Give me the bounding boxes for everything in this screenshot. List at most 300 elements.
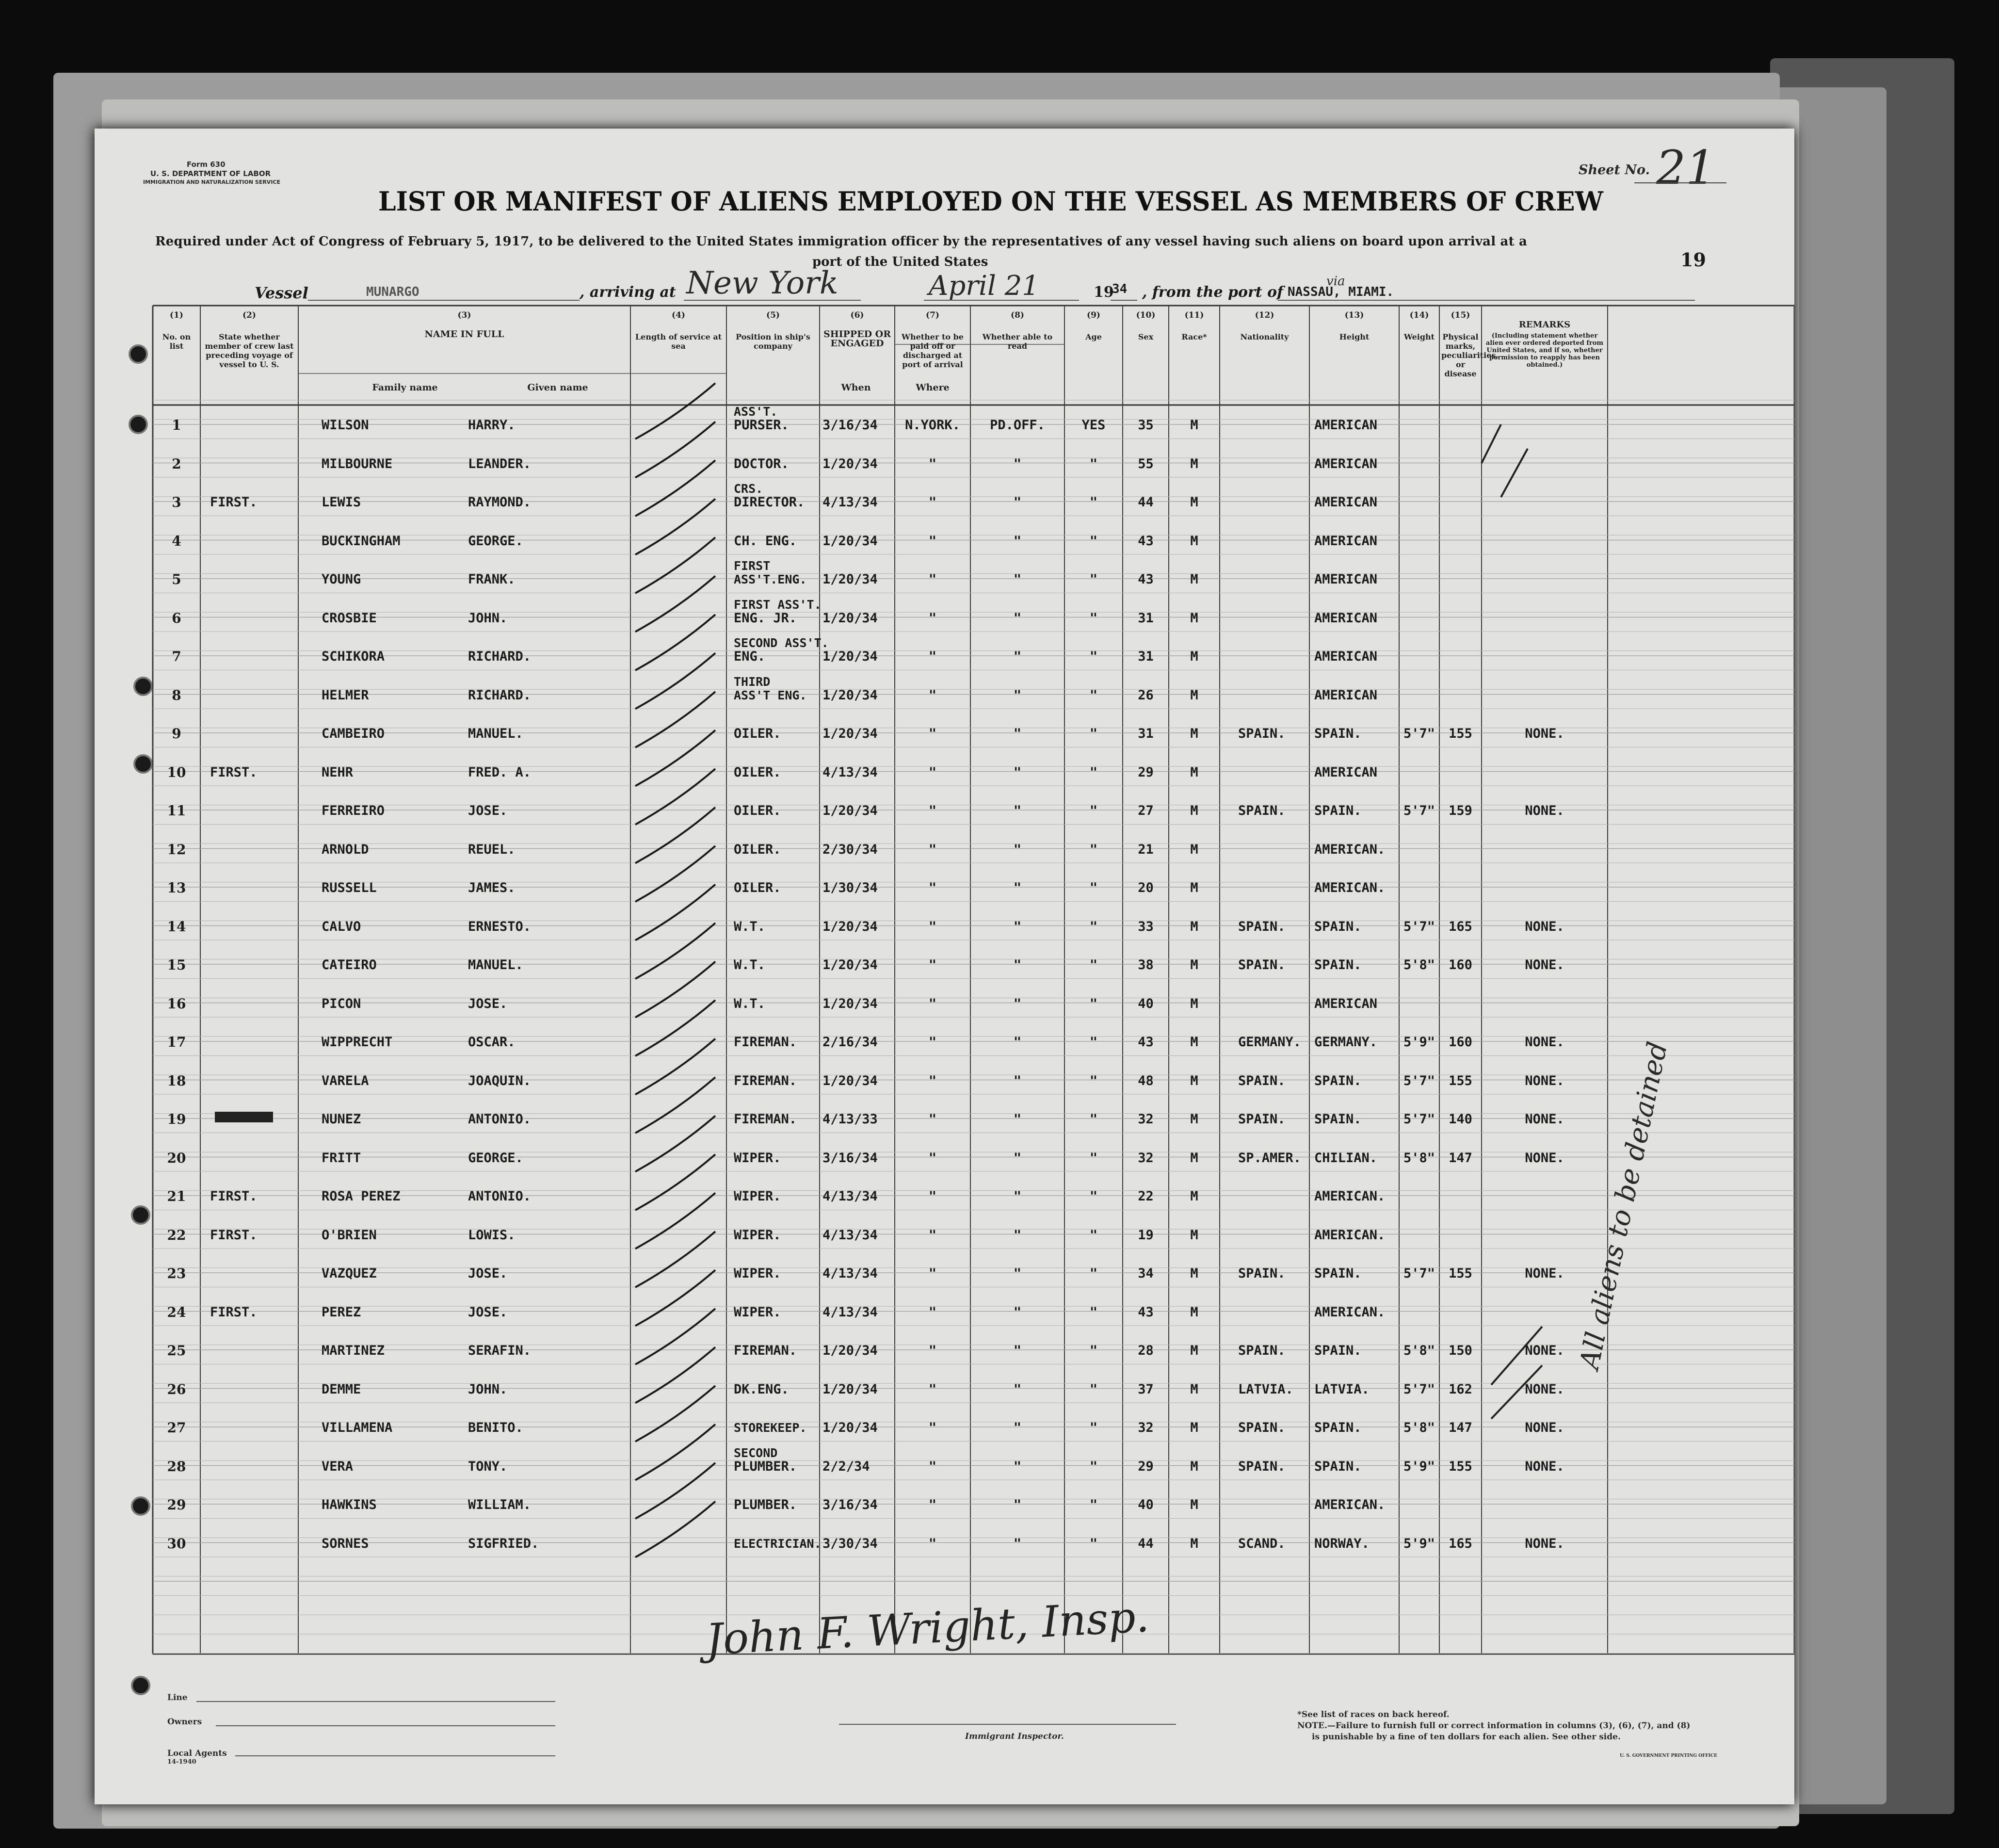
cell-pos2: PLUMBER. <box>734 1497 797 1512</box>
cell-read: " <box>1089 996 1098 1011</box>
cell-where: " <box>928 957 937 973</box>
inspector-label: Immigrant Inspector. <box>965 1732 1064 1741</box>
cell-no: 12 <box>167 841 186 858</box>
cell-pos2: DK.ENG. <box>734 1381 789 1397</box>
column-number: (8) <box>1011 310 1024 320</box>
cell-nat: AMERICAN. <box>1314 1189 1386 1204</box>
cell-no: 25 <box>167 1343 186 1359</box>
cell-sex: M <box>1190 764 1198 780</box>
cell-given: WILLIAM. <box>468 1497 532 1512</box>
cell-height: 5'8" <box>1403 1343 1435 1358</box>
cell-where: " <box>928 495 937 510</box>
cell-read: " <box>1089 1073 1098 1088</box>
cell-pos1: THIRD <box>734 674 771 689</box>
cell-read: " <box>1089 1035 1098 1050</box>
cell-when: 1/20/34 <box>822 687 878 703</box>
cell-no: 19 <box>167 1111 186 1127</box>
cell-where: " <box>928 1343 937 1358</box>
cell-when: 1/20/34 <box>822 996 878 1011</box>
cell-where: " <box>928 726 937 741</box>
cell-age: 55 <box>1138 456 1154 471</box>
cell-family: VILLAMENA <box>322 1420 393 1435</box>
cell-sex: M <box>1190 418 1198 433</box>
cell-pos1: FIRST <box>734 559 771 573</box>
cell-family: CAMBEIRO <box>322 726 385 741</box>
remarks-note: (Including statement whether alien ever ordered deported from United States, and if so, whether permission to reapply has been obtained.) <box>1485 332 1604 369</box>
cell-family: ARNOLD <box>322 842 369 857</box>
cell-weight: 165 <box>1449 919 1472 934</box>
cell-family: VARELA <box>322 1073 369 1088</box>
cell-when: 1/30/34 <box>822 880 878 895</box>
cell-nat: AMERICAN <box>1314 495 1378 510</box>
cell-weight: 147 <box>1449 1420 1472 1435</box>
cell-pos2: ASS'T.ENG. <box>734 572 807 586</box>
cell-pos2: WIPER. <box>734 1266 781 1281</box>
cell-no: 26 <box>167 1381 186 1397</box>
cell-when: 3/16/34 <box>822 1150 878 1166</box>
cell-where: " <box>928 1420 937 1435</box>
cell-height: 5'8" <box>1403 1150 1435 1166</box>
cell-pos2: W.T. <box>734 957 766 973</box>
cell-no: 23 <box>167 1265 186 1281</box>
cell-race: LATVIA. <box>1238 1381 1293 1397</box>
cell-read: " <box>1089 687 1098 703</box>
cell-age: 44 <box>1138 495 1154 510</box>
cell-pos2: ELECTRICIAN. <box>734 1536 822 1551</box>
column-header: Weight <box>1403 332 1435 341</box>
cell-where: " <box>928 1459 937 1474</box>
cell-weight: 159 <box>1449 803 1472 818</box>
cell-family: PICON <box>322 996 361 1011</box>
cell-pos2: FIREMAN. <box>734 1035 797 1050</box>
cell-paid: " <box>1013 1381 1022 1397</box>
cell-pos2: OILER. <box>734 880 781 895</box>
cell-age: 44 <box>1138 1536 1154 1551</box>
cell-read: YES <box>1081 418 1106 433</box>
cell-no: 2 <box>172 455 181 472</box>
departure-port: NASSAU, MIAMI. <box>1288 285 1394 299</box>
form-department: U. S. DEPARTMENT OF LABOR <box>150 169 271 178</box>
cell-nat: AMERICAN <box>1314 572 1378 587</box>
cell-no: 3 <box>172 494 181 510</box>
column-header: Length of service at sea <box>635 332 722 351</box>
cell-age: 20 <box>1138 880 1154 895</box>
cell-marks: NONE. <box>1525 726 1564 741</box>
cell-where: " <box>928 842 937 857</box>
cell-sex: M <box>1190 803 1198 818</box>
cell-paid: " <box>1013 1189 1022 1204</box>
arrival-date: April 21 <box>929 270 1039 302</box>
cell-prev: FIRST. <box>210 1227 258 1243</box>
cell-weight: 162 <box>1449 1381 1472 1397</box>
column-header: Whether to be paid off or discharged at port of arrival <box>902 332 964 369</box>
cell-sex: M <box>1190 1343 1198 1358</box>
cell-nat: AMERICAN <box>1314 996 1378 1011</box>
cell-family: SORNES <box>322 1536 369 1551</box>
cell-where: " <box>928 533 937 549</box>
cell-no: 4 <box>172 533 181 549</box>
footer-rules <box>95 129 1794 1804</box>
column-number: (10) <box>1136 310 1156 320</box>
cell-sex: M <box>1190 1536 1198 1551</box>
cell-height: 5'8" <box>1403 957 1435 973</box>
cell-pos2: OILER. <box>734 803 781 818</box>
sheet-label: Sheet No. <box>1579 162 1650 178</box>
cell-when: 1/20/34 <box>822 649 878 664</box>
cell-given: SERAFIN. <box>468 1343 532 1358</box>
year-label: 19 <box>1094 284 1114 301</box>
cell-race: SPAIN. <box>1238 1112 1286 1127</box>
cell-where: " <box>928 1035 937 1050</box>
cell-read: " <box>1089 1420 1098 1435</box>
column-header: Age <box>1085 332 1102 341</box>
cell-sex: M <box>1190 610 1198 626</box>
cell-paid: " <box>1013 1035 1022 1050</box>
cell-age: 29 <box>1138 1459 1154 1474</box>
footer-line-label: Line <box>167 1693 188 1702</box>
cell-given: FRANK. <box>468 572 516 587</box>
cell-pos2: PLUMBER. <box>734 1459 797 1474</box>
cell-no: 8 <box>172 687 181 703</box>
cell-paid: " <box>1013 764 1022 780</box>
column-number: (9) <box>1087 310 1100 320</box>
cell-where: " <box>928 456 937 471</box>
cell-marks: NONE. <box>1525 1381 1564 1397</box>
cell-read: " <box>1089 1266 1098 1281</box>
cell-age: 29 <box>1138 764 1154 780</box>
cell-no: 18 <box>167 1072 186 1089</box>
form-service: IMMIGRATION AND NATURALIZATION SERVICE <box>143 179 281 185</box>
cell-weight: 165 <box>1449 1536 1472 1551</box>
cell-where: " <box>928 1189 937 1204</box>
cell-family: BUCKINGHAM <box>322 533 401 549</box>
cell-nat: AMERICAN. <box>1314 1227 1386 1243</box>
cell-nat: LATVIA. <box>1314 1381 1370 1397</box>
cell-race: SP.AMER. <box>1238 1150 1302 1166</box>
cell-read: " <box>1089 649 1098 664</box>
cell-paid: " <box>1013 1150 1022 1166</box>
cell-given: JOHN. <box>468 1381 508 1397</box>
cell-paid: " <box>1013 803 1022 818</box>
cell-paid: " <box>1013 1227 1022 1243</box>
cell-paid: " <box>1013 687 1022 703</box>
cell-marks: NONE. <box>1525 1266 1564 1281</box>
cell-family: CROSBIE <box>322 610 377 626</box>
cell-given: JOSE. <box>468 996 508 1011</box>
cell-height: 5'9" <box>1403 1035 1435 1050</box>
column-number: (5) <box>766 310 780 320</box>
cell-paid: " <box>1013 533 1022 549</box>
cell-paid: " <box>1013 1459 1022 1474</box>
cell-where: " <box>928 1381 937 1397</box>
column-header: No. on list <box>162 332 191 351</box>
cell-where: " <box>928 649 937 664</box>
cell-marks: NONE. <box>1525 803 1564 818</box>
cell-age: 40 <box>1138 1497 1154 1512</box>
column-header: REMARKS <box>1518 320 1571 330</box>
column-number: (14) <box>1409 310 1429 320</box>
column-number: (2) <box>242 310 256 320</box>
cell-pos1: SECOND ASS'T. <box>734 636 829 650</box>
cell-given: TONY. <box>468 1459 508 1474</box>
cell-where: " <box>928 803 937 818</box>
cell-where: " <box>928 1112 937 1127</box>
cell-paid: " <box>1013 495 1022 510</box>
cell-read: " <box>1089 880 1098 895</box>
cell-read: " <box>1089 764 1098 780</box>
cell-height: 5'7" <box>1403 919 1435 934</box>
cell-sex: M <box>1190 1381 1198 1397</box>
column-number: (4) <box>672 310 685 320</box>
cell-sex: M <box>1190 1035 1198 1050</box>
subtitle-line-2: port of the United States <box>812 255 988 269</box>
cell-where: " <box>928 687 937 703</box>
cell-height: 5'9" <box>1403 1459 1435 1474</box>
cell-paid: " <box>1013 842 1022 857</box>
cell-sex: M <box>1190 1150 1198 1166</box>
cell-sex: M <box>1190 1073 1198 1088</box>
cell-nat: SPAIN. <box>1314 957 1362 973</box>
column-number: (1) <box>170 310 183 320</box>
cell-pos2: OILER. <box>734 764 781 780</box>
cell-nat: AMERICAN <box>1314 764 1378 780</box>
cell-given: JOSE. <box>468 1266 508 1281</box>
cell-pos2: DIRECTOR. <box>734 495 805 510</box>
cell-pos2: ENG. JR. <box>734 610 797 626</box>
cell-given: RAYMOND. <box>468 495 532 510</box>
column-number: (13) <box>1344 310 1364 320</box>
cell-family: LEWIS <box>322 495 361 510</box>
cell-read: " <box>1089 610 1098 626</box>
column-header: SHIPPED OR ENGAGED <box>823 329 891 349</box>
cell-marks: NONE. <box>1525 1035 1564 1050</box>
cell-race: SPAIN. <box>1238 1459 1286 1474</box>
cell-age: 43 <box>1138 1035 1154 1050</box>
cell-pos2: ENG. <box>734 649 766 664</box>
cell-where: " <box>928 610 937 626</box>
cell-weight: 155 <box>1449 726 1472 741</box>
cell-read: " <box>1089 533 1098 549</box>
cell-when: 2/2/34 <box>822 1459 870 1474</box>
cell-no: 11 <box>167 803 186 819</box>
cell-where: " <box>928 1497 937 1512</box>
manifest-sheet <box>95 129 1794 1804</box>
cell-sex: M <box>1190 957 1198 973</box>
cell-nat: SPAIN. <box>1314 919 1362 934</box>
cell-height: 5'7" <box>1403 726 1435 741</box>
cell-no: 20 <box>167 1150 186 1166</box>
cell-age: 22 <box>1138 1189 1154 1204</box>
cell-paid: " <box>1013 572 1022 587</box>
cell-race: SPAIN. <box>1238 726 1286 741</box>
cell-race: SCAND. <box>1238 1536 1286 1551</box>
cell-prev: FIRST. <box>210 764 258 780</box>
cell-marks: NONE. <box>1525 1459 1564 1474</box>
cell-when: 1/20/34 <box>822 957 878 973</box>
cell-pos2: WIPER. <box>734 1304 781 1320</box>
cell-read: " <box>1089 1343 1098 1358</box>
cell-pos2: WIPER. <box>734 1189 781 1204</box>
cell-when: 4/13/34 <box>822 1266 878 1281</box>
cell-given: LEANDER. <box>468 456 532 471</box>
cell-given: BENITO. <box>468 1420 523 1435</box>
cell-read: " <box>1089 842 1098 857</box>
port-via-note: via <box>1326 274 1345 289</box>
form-number: Form 630 <box>187 160 226 169</box>
cell-age: 40 <box>1138 996 1154 1011</box>
cell-nat: SPAIN. <box>1314 1073 1362 1088</box>
cell-given: RICHARD. <box>468 687 532 703</box>
cell-nat: SPAIN. <box>1314 1459 1362 1474</box>
cell-sex: M <box>1190 1420 1198 1435</box>
cell-read: " <box>1089 1189 1098 1204</box>
from-port-label: , from the port of <box>1142 284 1284 301</box>
cell-prev: FIRST. <box>210 495 258 510</box>
cell-prev: FIRST. <box>210 1304 258 1320</box>
cell-marks: NONE. <box>1525 957 1564 973</box>
cell-pos2: STOREKEEP. <box>734 1421 807 1435</box>
cell-pos2: FIREMAN. <box>734 1343 797 1358</box>
cell-age: 38 <box>1138 957 1154 973</box>
cell-pos2: W.T. <box>734 919 766 934</box>
column-number: (3) <box>457 310 471 320</box>
cell-weight: 155 <box>1449 1073 1472 1088</box>
cell-given: GEORGE. <box>468 1150 523 1166</box>
cell-read: " <box>1089 1112 1098 1127</box>
cell-where: " <box>928 996 937 1011</box>
cell-nat: SPAIN. <box>1314 1266 1362 1281</box>
cell-when: 4/13/34 <box>822 1227 878 1243</box>
cell-family: CATEIRO <box>322 957 377 973</box>
cell-height: 5'8" <box>1403 1420 1435 1435</box>
cell-read: " <box>1089 1497 1098 1512</box>
cell-age: 21 <box>1138 842 1154 857</box>
cell-marks: NONE. <box>1525 1343 1564 1358</box>
cell-sex: M <box>1190 1497 1198 1512</box>
column-number: (7) <box>926 310 939 320</box>
cell-paid: " <box>1013 919 1022 934</box>
cell-pos2: DOCTOR. <box>734 456 789 471</box>
cell-when: 1/20/34 <box>822 1343 878 1358</box>
cell-where: " <box>928 1536 937 1551</box>
arriving-port: New York <box>686 265 838 301</box>
cell-given: JOSE. <box>468 803 508 818</box>
cell-nat: NORWAY. <box>1314 1536 1370 1551</box>
cell-sex: M <box>1190 996 1198 1011</box>
cell-read: " <box>1089 803 1098 818</box>
cell-given: ANTONIO. <box>468 1112 532 1127</box>
cell-pos2: CH. ENG. <box>734 533 797 549</box>
cell-when: 1/20/34 <box>822 726 878 741</box>
cell-age: 26 <box>1138 687 1154 703</box>
cell-sex: M <box>1190 533 1198 549</box>
column-subheader: Family name <box>372 382 438 393</box>
cell-family: SCHIKORA <box>322 649 385 664</box>
subtitle-line-1: Required under Act of Congress of February 5, 1917, to be delivered to the United States immigration officer by the representatives of any vessel having such aliens on board upon arrival at a <box>155 234 1528 249</box>
cell-race: SPAIN. <box>1238 1073 1286 1088</box>
cell-nat: CHILIAN. <box>1314 1150 1378 1166</box>
cell-read: " <box>1089 919 1098 934</box>
cell-given: JOHN. <box>468 610 508 626</box>
cell-no: 10 <box>167 764 186 780</box>
cell-paid: " <box>1013 957 1022 973</box>
cell-read: " <box>1089 572 1098 587</box>
cell-where: " <box>928 1227 937 1243</box>
cell-no: 14 <box>167 918 186 935</box>
cell-weight: 150 <box>1449 1343 1472 1358</box>
cell-age: 32 <box>1138 1112 1154 1127</box>
cell-prev: FIRST. <box>210 1189 258 1204</box>
cell-when: 4/13/34 <box>822 1189 878 1204</box>
cell-weight: 155 <box>1449 1266 1472 1281</box>
cell-pos1: ASS'T. <box>734 405 778 419</box>
footer-form-code: 14-1940 <box>167 1758 196 1766</box>
cell-given: SIGFRIED. <box>468 1536 539 1551</box>
cell-given: MANUEL. <box>468 957 523 973</box>
column-subheader: Given name <box>527 382 588 393</box>
cell-nat: SPAIN. <box>1314 726 1362 741</box>
cell-pos2: OILER. <box>734 842 781 857</box>
cell-pos1: CRS. <box>734 482 763 496</box>
footer-owners-label: Owners <box>167 1717 202 1727</box>
footer-note-races: *See list of races on back hereof. <box>1297 1710 1450 1719</box>
cell-when: 1/20/34 <box>822 1420 878 1435</box>
cell-nat: AMERICAN <box>1314 649 1378 664</box>
cell-marks: NONE. <box>1525 1073 1564 1088</box>
cell-race: SPAIN. <box>1238 1343 1286 1358</box>
cell-given: MANUEL. <box>468 726 523 741</box>
cell-pos2: PURSER. <box>734 418 789 433</box>
arriving-label: , arriving at <box>580 284 676 301</box>
cell-read: " <box>1089 456 1098 471</box>
cell-nat: AMERICAN <box>1314 456 1378 471</box>
cell-height: 5'7" <box>1403 803 1435 818</box>
cell-sex: M <box>1190 1227 1198 1243</box>
cell-given: JOAQUIN. <box>468 1073 532 1088</box>
footer-note-penalty-2: is punishable by a fine of ten dollars for each alien. See other side. <box>1312 1732 1621 1742</box>
cell-sex: M <box>1190 649 1198 664</box>
column-subheader: When <box>841 382 871 393</box>
column-number: (15) <box>1451 310 1470 320</box>
cell-marks: NONE. <box>1525 1112 1564 1127</box>
cell-pos2: W.T. <box>734 996 766 1011</box>
cell-family: YOUNG <box>322 572 361 587</box>
cell-age: 31 <box>1138 726 1154 741</box>
cell-where: " <box>928 1304 937 1320</box>
cell-pos2: FIREMAN. <box>734 1112 797 1127</box>
cell-where: " <box>928 880 937 895</box>
cell-when: 2/30/34 <box>822 842 878 857</box>
cell-nat: GERMANY. <box>1314 1035 1378 1050</box>
cell-race: SPAIN. <box>1238 1420 1286 1435</box>
cell-when: 1/20/34 <box>822 572 878 587</box>
cell-sex: M <box>1190 880 1198 895</box>
cell-no: 15 <box>167 957 186 973</box>
cell-sex: M <box>1190 1112 1198 1127</box>
cell-weight: 147 <box>1449 1150 1472 1166</box>
cell-sex: M <box>1190 726 1198 741</box>
cell-where: " <box>928 1073 937 1088</box>
cell-no: 1 <box>172 417 181 433</box>
cell-age: 28 <box>1138 1343 1154 1358</box>
cell-family: O'BRIEN <box>322 1227 377 1243</box>
footer-note-penalty-1: NOTE.—Failure to furnish full or correct information in columns (3), (6), (7), and (8) <box>1297 1721 1691 1731</box>
column-subheader: Where <box>916 382 950 393</box>
cell-pos1: FIRST ASS'T. <box>734 597 822 612</box>
cell-when: 1/20/34 <box>822 1073 878 1088</box>
cell-height: 5'7" <box>1403 1266 1435 1281</box>
cell-family: ROSA PEREZ <box>322 1189 401 1204</box>
